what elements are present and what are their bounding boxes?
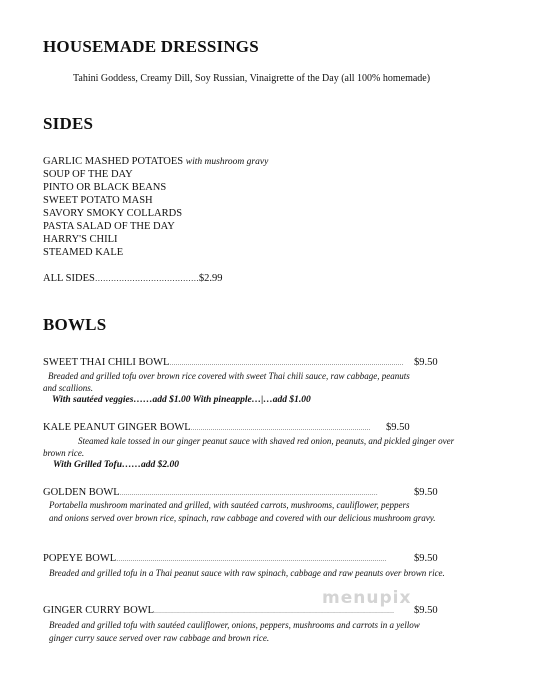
bowl-desc: ginger curry sauce served over raw cabbage and brown rice. bbox=[49, 633, 270, 643]
bowl-price: $9.50 bbox=[414, 487, 438, 498]
bowl-desc: Portabella mushroom marinated and grilled, with sautéed carrots, mushrooms, cauliflower, peppers bbox=[49, 500, 410, 510]
side-item bbox=[43, 155, 268, 169]
bowls-heading: BOWLS bbox=[43, 315, 107, 334]
bowl-price: $9.50 bbox=[414, 605, 438, 616]
leader-dots: ………………………………… bbox=[94, 274, 199, 283]
leader-dots: ………………………………………………………………………………………………………… bbox=[154, 609, 395, 615]
bowl-name: KALE PEANUT GINGER BOWL bbox=[43, 422, 191, 433]
all-sides-label: ALL SIDES bbox=[43, 273, 95, 284]
side-item: HARRY'S CHILI bbox=[43, 234, 118, 245]
bowl-title-line bbox=[43, 356, 403, 371]
menupix-watermark: menupix bbox=[322, 588, 412, 608]
bowl-name: POPEYE BOWL bbox=[43, 553, 117, 564]
dressings-heading: HOUSEMADE DRESSINGS bbox=[43, 37, 259, 56]
all-sides-line bbox=[43, 272, 222, 285]
side-item: STEAMED KALE bbox=[43, 247, 124, 258]
bowl-name: SWEET THAI CHILI BOWL bbox=[43, 357, 170, 368]
dressings-text: Tahini Goddess, Creamy Dill, Soy Russian, Vinaigrette of the Day (all 100% homemade) bbox=[73, 73, 431, 84]
bowl-title-line bbox=[43, 552, 386, 567]
bowl-name: GOLDEN BOWL bbox=[43, 487, 120, 498]
leader-dots: ……………………………………………………………………………………………………… bbox=[169, 361, 404, 367]
sides-heading: SIDES bbox=[43, 114, 94, 133]
bowl-desc: and scallions. bbox=[43, 383, 94, 393]
side-item-name: GARLIC MASHED POTATOES bbox=[43, 156, 184, 167]
side-item: PINTO OR BLACK BEANS bbox=[43, 182, 167, 193]
bowl-desc: Breaded and grilled tofu over brown rice covered with sweet Thai chili sauce, raw cabbage, peanuts bbox=[48, 371, 410, 381]
leader-dots: ………………………………………………………………………………………………………………… bbox=[119, 491, 378, 497]
leader-dots: ……………………………………………………………………………………………………………………… bbox=[116, 557, 387, 563]
bowl-price: $9.50 bbox=[414, 357, 438, 368]
side-item: PASTA SALAD OF THE DAY bbox=[43, 221, 175, 232]
bowl-extras: With Grilled Tofu……add $2.00 bbox=[53, 460, 179, 470]
side-item: SOUP OF THE DAY bbox=[43, 169, 133, 180]
bowl-price: $9.50 bbox=[414, 553, 438, 564]
leader-dots: ……………………………………………………………………………… bbox=[190, 426, 371, 432]
bowl-desc: Breaded and grilled tofu with sautéed cauliflower, onions, peppers, mushrooms and carrots in a yellow bbox=[49, 620, 420, 630]
side-item-note: with mushroom gravy bbox=[185, 157, 269, 167]
bowl-extras: With sautéed veggies……add $1.00 With pineapple…|…add $1.00 bbox=[52, 395, 311, 405]
bowl-title-line bbox=[43, 421, 371, 436]
bowl-price: $9.50 bbox=[386, 422, 410, 433]
side-item: SWEET POTATO MASH bbox=[43, 195, 153, 206]
all-sides-price: $2.99 bbox=[198, 273, 223, 284]
bowl-desc: brown rice. bbox=[43, 448, 85, 458]
bowl-desc: Steamed kale tossed in our ginger peanut sauce with shaved red onion, peanuts, and pickled ginger over bbox=[78, 436, 455, 446]
bowl-desc: and onions served over brown rice, spinach, raw cabbage and covered with our delicious mushroom gravy. bbox=[49, 513, 436, 523]
bowl-name: GINGER CURRY BOWL bbox=[43, 605, 155, 616]
bowl-desc: Breaded and grilled tofu in a Thai peanut sauce with raw spinach, cabbage and raw peanuts over brown rice. bbox=[49, 568, 445, 578]
side-item: SAVORY SMOKY COLLARDS bbox=[43, 208, 183, 219]
